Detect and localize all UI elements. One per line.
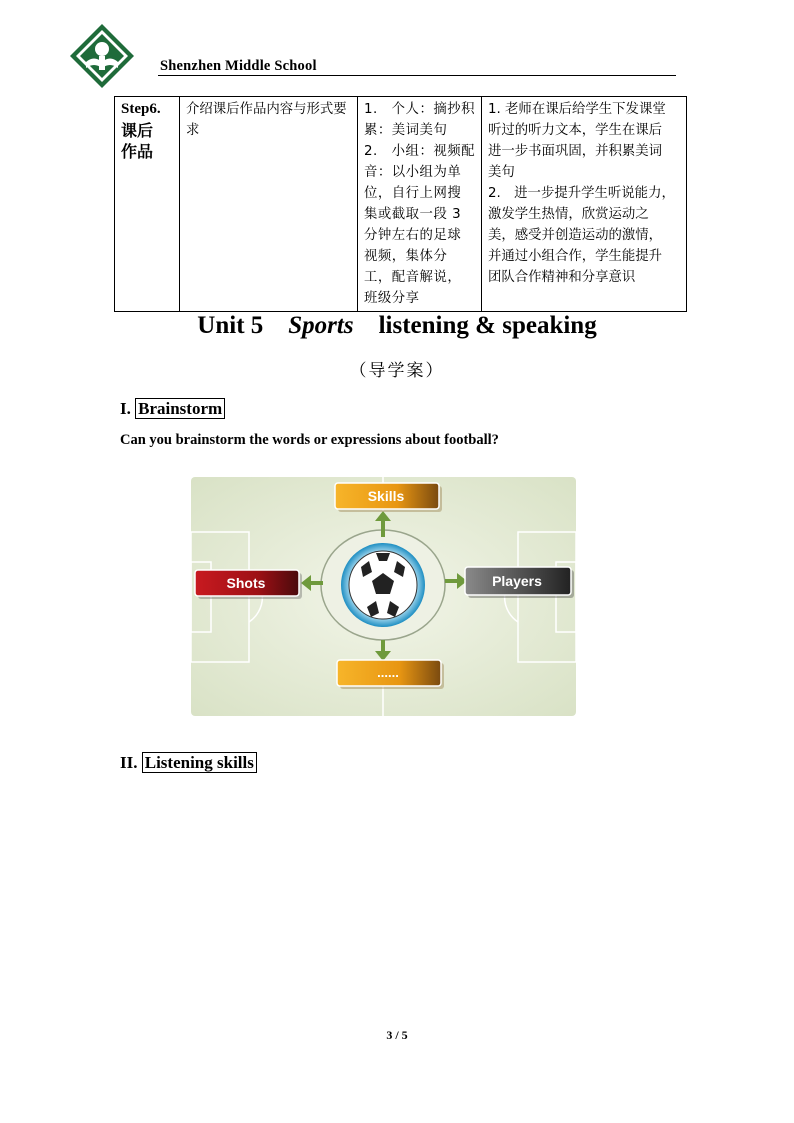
title-rest: listening & speaking: [378, 312, 597, 339]
shots-label: Shots: [226, 575, 266, 591]
players-box: [465, 567, 574, 598]
section-title: Listening skills: [142, 752, 257, 773]
page-number: 3 / 5: [386, 1028, 408, 1042]
purpose-line: 1. 老师在课后给学生下发课堂: [488, 102, 666, 117]
brainstorm-prompt: Can you brainstorm the words or expressions about football?: [120, 432, 499, 448]
players-label: Players: [492, 573, 542, 589]
section-heading-brainstorm: [120, 399, 225, 419]
section-heading-listening: [120, 753, 257, 773]
section-numeral: I.: [120, 399, 131, 418]
shots-box: [195, 570, 302, 599]
more-label: ......: [377, 665, 399, 680]
school-logo: [68, 22, 136, 90]
page-subtitle: （导学案）: [349, 361, 445, 381]
activity-line: 分钟左右的足球: [364, 228, 462, 243]
header-rule: [158, 75, 676, 76]
purpose-line: 激发学生热情，欣赏运动之: [488, 207, 649, 222]
school-name: Shenzhen Middle School: [160, 58, 317, 74]
activity-line: 工，配音解说，: [364, 270, 462, 285]
section-numeral: II.: [120, 753, 138, 772]
activity-line: 视频，集体分: [364, 249, 448, 264]
purpose-line: 团队合作精神和分享意识: [488, 270, 636, 285]
page-title: [0, 312, 794, 340]
activity-line: 累：美词美句: [364, 123, 448, 138]
lesson-step-table: [114, 96, 687, 312]
activity-line: 2. 小组：视频配: [364, 144, 476, 159]
purpose-line: 进一步书面巩固，并积累美词: [488, 144, 663, 159]
purpose-line: 2. 进一步提升学生听说能力，: [488, 186, 675, 201]
skills-label: Skills: [367, 488, 405, 504]
step-cell: [115, 97, 180, 312]
activity-line: 班级分享: [364, 291, 420, 306]
table-row: [115, 97, 687, 312]
purpose-cell: [482, 97, 687, 312]
activity-line: 音：以小组为单: [364, 165, 462, 180]
purpose-line: 美句: [488, 165, 515, 180]
content-cell: 介绍课后作品内容与形式要求: [180, 97, 358, 312]
purpose-line: 听过的听力文本，学生在课后: [488, 123, 663, 138]
skills-box: [335, 483, 442, 512]
activities-cell: [358, 97, 482, 312]
title-unit: Unit 5: [197, 312, 264, 339]
activity-line: 位，自行上网搜: [364, 186, 462, 201]
football-mindmap: [191, 477, 576, 716]
step-name-line: 作品: [121, 142, 154, 161]
section-title: Brainstorm: [135, 398, 225, 419]
step-name-line: 课后: [121, 121, 154, 140]
activity-line: 1. 个人：摘抄积: [364, 102, 476, 117]
activity-line: 集或截取一段 3: [364, 207, 462, 222]
step-label: Step6.: [121, 101, 161, 117]
title-topic: Sports: [288, 312, 354, 339]
more-box: [337, 660, 444, 689]
purpose-line: 并通过小组合作，学生能提升: [488, 249, 663, 264]
purpose-line: 美，感受并创造运动的激情，: [488, 228, 663, 243]
